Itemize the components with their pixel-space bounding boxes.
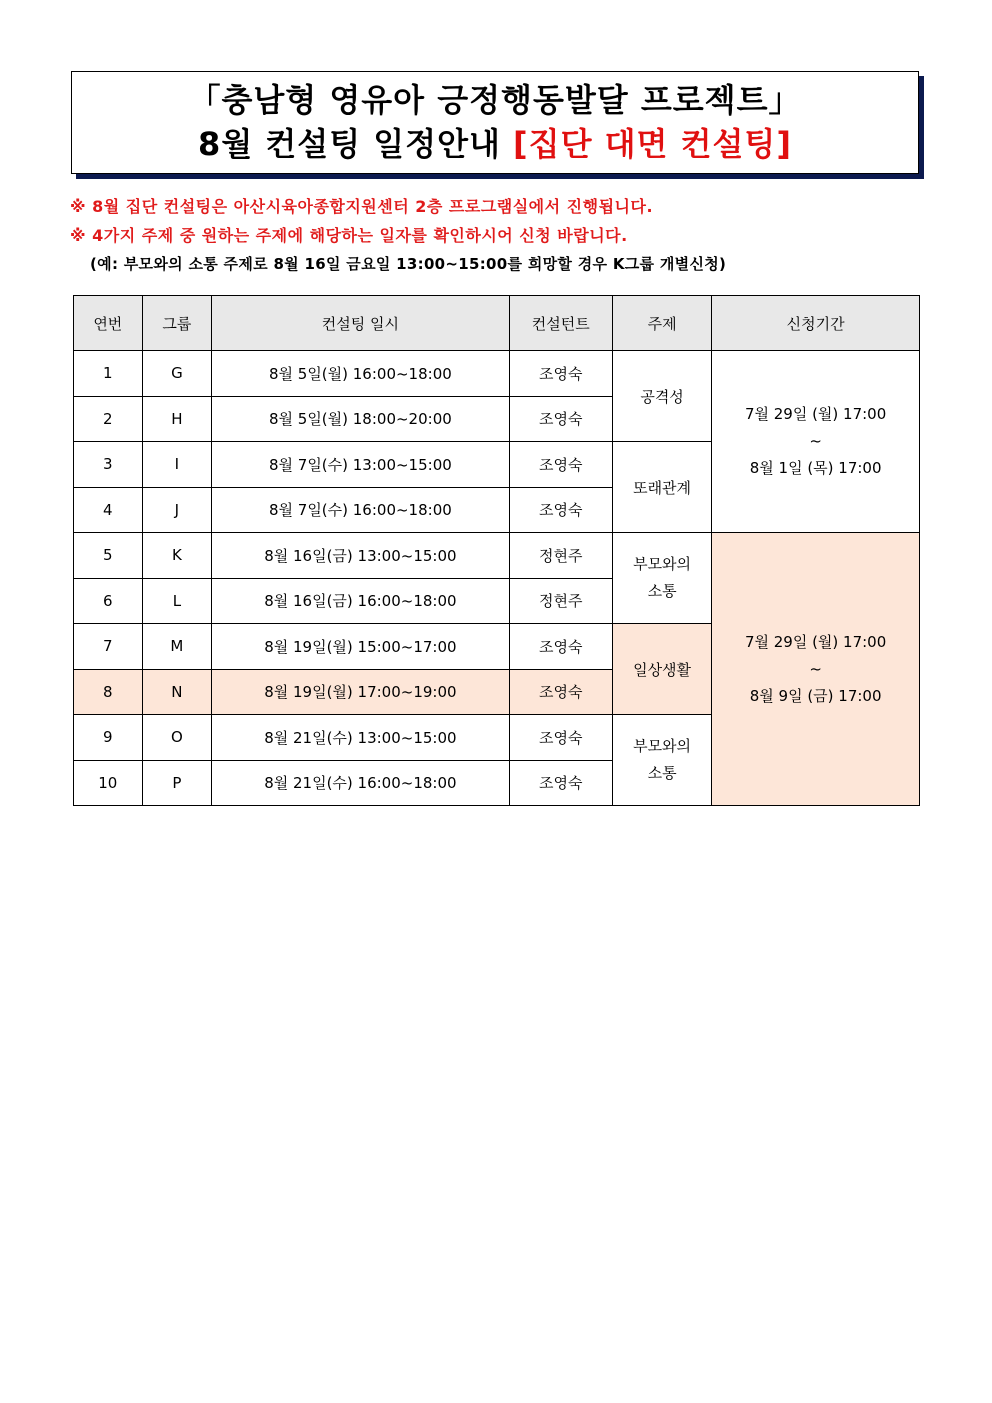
table-row [74, 351, 920, 397]
row-group: M [142, 624, 212, 670]
row-group: H [142, 396, 212, 442]
row-consultant: 조영숙 [509, 396, 612, 442]
period-first-sep: ~ [809, 432, 822, 450]
row-group: P [142, 760, 212, 806]
row-group: L [142, 578, 212, 624]
row-no: 1 [74, 351, 143, 397]
schedule-table [73, 295, 920, 806]
header-no: 연번 [74, 296, 143, 351]
row-datetime: 8월 21일(수) 16:00~18:00 [212, 760, 509, 806]
row-datetime: 8월 19일(월) 17:00~19:00 [212, 669, 509, 715]
topic-line: 부모와의 [633, 555, 692, 573]
row-consultant: 조영숙 [509, 487, 612, 533]
row-no: 3 [74, 442, 143, 488]
row-no: 4 [74, 487, 143, 533]
header-topic: 주제 [612, 296, 711, 351]
note-location: ※ 8월 집단 컨설팅은 아산시육아종합지원센터 2층 프로그램실에서 진행됩니다. [70, 197, 654, 216]
row-no: 9 [74, 715, 143, 761]
title-box [71, 71, 919, 174]
row-datetime: 8월 19일(월) 15:00~17:00 [212, 624, 509, 670]
row-datetime: 8월 5일(월) 18:00~20:00 [212, 396, 509, 442]
row-consultant: 조영숙 [509, 669, 612, 715]
row-consultant: 조영숙 [509, 624, 612, 670]
row-consultant: 정현주 [509, 533, 612, 579]
topic-peer-relations: 또래관계 [612, 442, 711, 533]
header-consultant: 컨설턴트 [509, 296, 612, 351]
title-line-2 [72, 124, 918, 164]
row-consultant: 정현주 [509, 578, 612, 624]
row-group: I [142, 442, 212, 488]
row-no: 5 [74, 533, 143, 579]
title-highlight: [집단 대면 컨설팅] [513, 125, 792, 163]
notes [70, 192, 930, 279]
row-group: K [142, 533, 212, 579]
period-second-start: 7월 29일 (월) 17:00 [744, 632, 887, 651]
header-datetime: 컨설팅 일시 [212, 296, 509, 351]
topic-line: 소통 [647, 582, 677, 600]
note-apply: ※ 4가지 주제 중 원하는 주제에 해당하는 일자를 확인하시어 신청 바랍니다. [70, 226, 628, 245]
row-consultant: 조영숙 [509, 760, 612, 806]
table-header-row [74, 296, 920, 351]
topic-parent-communication [612, 715, 711, 806]
header-period: 신청기간 [712, 296, 920, 351]
period-first-end: 8월 1일 (목) 17:00 [749, 459, 882, 477]
row-datetime: 8월 16일(금) 16:00~18:00 [212, 578, 509, 624]
period-first [712, 351, 920, 533]
topic-aggression: 공격성 [612, 351, 711, 442]
row-datetime: 8월 7일(수) 16:00~18:00 [212, 487, 509, 533]
title-main: 8월 컨설팅 일정안내 [198, 125, 514, 163]
period-second-sep: ~ [809, 659, 822, 678]
topic-line: 부모와의 [633, 737, 692, 755]
topic-parent-communication [612, 533, 711, 624]
row-no: 2 [74, 396, 143, 442]
header-group: 그룹 [142, 296, 212, 351]
period-second [712, 533, 920, 806]
row-no: 8 [74, 669, 143, 715]
row-group: O [142, 715, 212, 761]
topic-line: 소통 [647, 764, 677, 782]
topic-daily-life: 일상생활 [612, 624, 711, 715]
title-line-1: 「충남형 영유아 긍정행동발달 프로젝트」 [188, 81, 802, 119]
row-no: 6 [74, 578, 143, 624]
row-group: N [142, 669, 212, 715]
row-no: 10 [74, 760, 143, 806]
row-datetime: 8월 16일(금) 13:00~15:00 [212, 533, 509, 579]
period-first-start: 7월 29일 (월) 17:00 [744, 405, 887, 423]
row-datetime: 8월 21일(수) 13:00~15:00 [212, 715, 509, 761]
row-consultant: 조영숙 [509, 351, 612, 397]
row-datetime: 8월 5일(월) 16:00~18:00 [212, 351, 509, 397]
table-row [74, 533, 920, 579]
row-consultant: 조영숙 [509, 442, 612, 488]
row-datetime: 8월 7일(수) 13:00~15:00 [212, 442, 509, 488]
row-group: J [142, 487, 212, 533]
period-second-end: 8월 9일 (금) 17:00 [749, 686, 882, 705]
note-example: (예: 부모와의 소통 주제로 8월 16일 금요일 13:00~15:00를 희망할 경우 K그룹 개별신청) [90, 255, 727, 273]
row-consultant: 조영숙 [509, 715, 612, 761]
row-group: G [142, 351, 212, 397]
row-no: 7 [74, 624, 143, 670]
